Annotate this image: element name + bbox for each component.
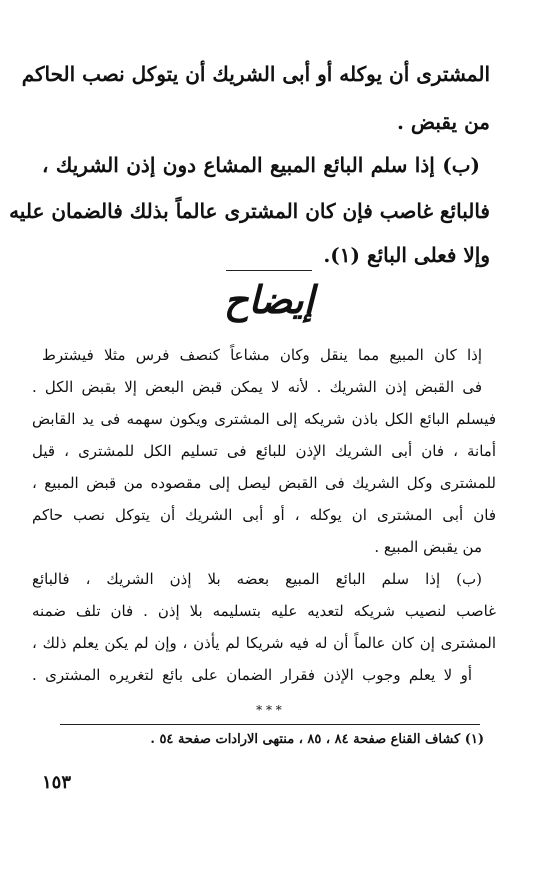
main-text-line: فالبائع غاصب فإن كان المشترى عالماً بذلك فالضمان عليه [9,199,490,223]
explanation-line: إذا كان المبيع مما ينقل وكان مشاعاً كنصف فرس مثلا فيشترط [42,346,482,364]
explanation-line: المشترى إن كان عالماً أن له فيه شريكا لم يأذن ، وإن لم يكن يعلم ذلك ، [32,634,496,652]
explanation-line: (ب) إذا سلم البائع المبيع بعضه بلا إذن الشريك ، فالبائع [32,570,482,588]
footnote: (١) كشاف القناع صفحة ٨٤ ، ٨٥ ، منتهى الارادات صفحة ٥٤ . [150,732,484,747]
footnote-rule [60,724,480,725]
main-text-line: من يقبض . [396,110,490,134]
explanation-line: فى القبض إذن الشريك . لأنه لا يمكن قبض البعض إلا بقبض الكل . [32,378,482,396]
explanation-line: أمانة ، فان أبى الشريك الإذن للبائع فى تسليم الكل للمشترى ، قيل [32,442,496,460]
explanation-line: فان أبى المشترى ان يوكله ، أو أبى الشريك أن يتوكل نصب حاكم [32,506,496,524]
title-rule [226,270,312,271]
page-number: ١٥٣ [42,772,72,793]
explanation-line: للمشترى وكل الشريك فى القبض ليصل إلى مقصوده من قبض المبيع ، [32,474,496,492]
section-heading [0,270,538,322]
section-title: إيضاح [223,277,315,322]
explanation-line: من يقبض المبيع . [374,538,482,556]
explanation-line: غاصب لنصيب شريكه لتعديه عليه بتسليمه بلا إذن . فان تلف ضمنه [32,602,496,620]
explanation-line: أو لا يعلم وجوب الإذن فقرار الضمان على بائع لتغريره المشترى . [32,666,472,684]
main-text-line: (ب) إذا سلم البائع المبيع المشاع دون إذن الشريك ، [42,153,480,177]
main-text-line: وإلا فعلى البائع (١). [323,243,490,267]
explanation-line: فيسلم البائع الكل باذن شريكه إلى المشترى ويكون سهمه فى يد القابض [32,410,496,428]
separator-stars: * * * [256,703,282,717]
main-text-line: المشترى أن يوكله أو أبى الشريك أن يتوكل نصب الحاكم [21,62,490,86]
